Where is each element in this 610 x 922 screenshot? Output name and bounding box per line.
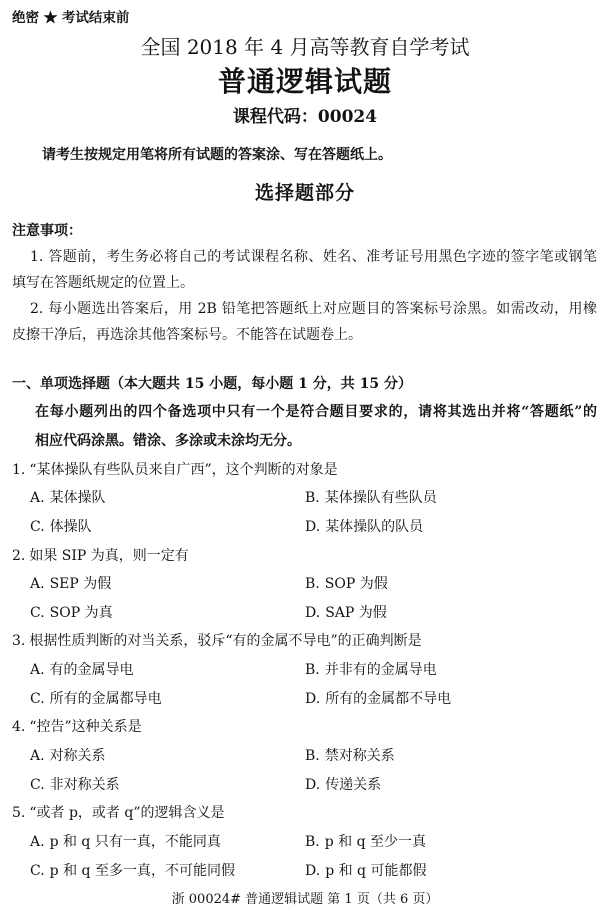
option-label: B. (305, 748, 320, 765)
option-d (305, 857, 426, 886)
option-label: B. (305, 576, 320, 593)
directions-line: 在每小题列出的四个备选项中只有一个是符合题目要求的，请将其选出并将“答题纸”的 (35, 404, 597, 421)
question-stem: 如果 SIP 为真，则一定有 (29, 547, 189, 564)
option-d (305, 685, 451, 714)
note-line: 1. 答题前，考生务必将自己的考试课程名称、姓名、准考证号用黑色字迹的签字笔或钢笔 (30, 249, 597, 265)
option-label: D. (305, 690, 321, 707)
option-label: C. (30, 604, 45, 621)
section-directions (12, 398, 597, 455)
option-c (30, 513, 305, 542)
question (12, 627, 597, 713)
option-text: 某体操队 (49, 490, 106, 507)
option-label: C. (30, 690, 45, 707)
question-number: 1. (12, 461, 26, 478)
option-b (305, 828, 426, 857)
option-a (30, 656, 305, 685)
option-b (305, 656, 437, 685)
question-stem: “某体操队有些队员来自广西”，这个判断的对象是 (29, 461, 338, 478)
page-footer: 浙 00024# 普通逻辑试题 第 1 页（共 6 页） (171, 892, 439, 907)
option-label: D. (305, 862, 321, 879)
option-row (12, 484, 597, 513)
question (12, 713, 597, 799)
question-stem: “或者 p，或者 q”的逻辑含义是 (29, 805, 225, 822)
notes-block (12, 218, 597, 348)
option-text: 禁对称关系 (324, 748, 395, 765)
option-label: A. (30, 576, 45, 593)
option-c (30, 857, 305, 886)
option-text: SOP 为假 (324, 576, 388, 593)
option-label: A. (30, 833, 45, 850)
option-row (12, 857, 597, 886)
option-text: 有的金属导电 (49, 662, 134, 679)
question-stem-row (12, 799, 597, 828)
section-title: 选择题部分 (254, 182, 355, 204)
note-item (12, 244, 597, 296)
option-text: 所有的金属都不导电 (325, 690, 452, 707)
option-label: A. (30, 748, 45, 765)
option-row (12, 656, 597, 685)
course-code: 课程代码：00024 (232, 107, 378, 127)
option-text: 某体操队的队员 (325, 518, 424, 535)
option-text: p 和 q 至多一真，不可能同假 (49, 862, 235, 879)
option-c (30, 771, 305, 800)
option-text: p 和 q 至少一真 (324, 833, 427, 850)
exam-title: 全国 2018 年 4 月高等教育自学考试 (140, 35, 470, 59)
question-number: 5. (12, 805, 26, 822)
option-text: 对称关系 (49, 748, 106, 765)
option-label: A. (30, 662, 45, 679)
note-line: 皮擦干净后，再选涂其他答案标号。不能答在试题卷上。 (12, 327, 362, 343)
section-heading: 一、单项选择题（本大题共 15 小题，每小题 1 分，共 15 分） (12, 375, 412, 392)
option-text: 体操队 (49, 518, 92, 535)
option-row (12, 742, 597, 771)
option-a (30, 484, 305, 513)
option-label: C. (30, 862, 45, 879)
option-row (12, 828, 597, 857)
option-a (30, 742, 305, 771)
option-row (12, 570, 597, 599)
option-d (305, 599, 387, 628)
option-text: SOP 为真 (49, 604, 113, 621)
confidentiality-mark: 绝密 ★ 考试结束前 (12, 10, 130, 26)
option-text: SAP 为假 (325, 604, 387, 621)
question (12, 799, 597, 885)
notes-heading: 注意事项： (12, 223, 82, 239)
option-label: D. (305, 604, 321, 621)
option-label: B. (305, 490, 320, 507)
option-b (305, 484, 437, 513)
question-number: 4. (12, 719, 26, 736)
option-text: 某体操队有些队员 (324, 490, 437, 507)
note-line: 填写在答题纸规定的位置上。 (12, 275, 194, 291)
answer-instruction: 请考生按规定用笔将所有试题的答案涂、写在答题纸上。 (42, 147, 392, 163)
option-text: 所有的金属都导电 (49, 690, 162, 707)
option-label: C. (30, 518, 45, 535)
single-choice-section (12, 370, 597, 886)
option-row (12, 599, 597, 628)
option-label: D. (305, 776, 321, 793)
note-line: 2. 每小题选出答案后，用 2B 铅笔把答题纸上对应题目的答案标号涂黑。如需改动，用橡 (30, 301, 597, 317)
option-text: SEP 为假 (49, 576, 112, 593)
option-d (305, 771, 381, 800)
option-row (12, 685, 597, 714)
option-row (12, 771, 597, 800)
note-item (12, 296, 597, 348)
subject-title: 普通逻辑试题 (217, 65, 392, 98)
option-text: 并非有的金属导电 (324, 662, 437, 679)
option-d (305, 513, 423, 542)
question-stem-row (12, 713, 597, 742)
question (12, 542, 597, 628)
option-b (305, 742, 395, 771)
question-number: 2. (12, 547, 26, 564)
question-stem-row (12, 542, 597, 571)
option-c (30, 599, 305, 628)
option-label: A. (30, 490, 45, 507)
option-label: C. (30, 776, 45, 793)
question (12, 456, 597, 542)
question-stem: “控告”这种关系是 (29, 719, 142, 736)
option-b (305, 570, 388, 599)
option-label: B. (305, 662, 320, 679)
option-c (30, 685, 305, 714)
question-stem-row (12, 627, 597, 656)
question-stem: 根据性质判断的对当关系，驳斥“有的金属不导电”的正确判断是 (29, 633, 422, 650)
question-number: 3. (12, 633, 26, 650)
option-a (30, 570, 305, 599)
question-stem-row (12, 456, 597, 485)
option-label: D. (305, 518, 321, 535)
option-text: 传递关系 (325, 776, 382, 793)
option-text: 非对称关系 (49, 776, 120, 793)
option-label: B. (305, 833, 320, 850)
option-text: p 和 q 可能都假 (325, 862, 427, 879)
option-a (30, 828, 305, 857)
option-text: p 和 q 只有一真，不能同真 (49, 833, 221, 850)
directions-line: 相应代码涂黑。错涂、多涂或未涂均无分。 (35, 432, 301, 449)
option-row (12, 513, 597, 542)
